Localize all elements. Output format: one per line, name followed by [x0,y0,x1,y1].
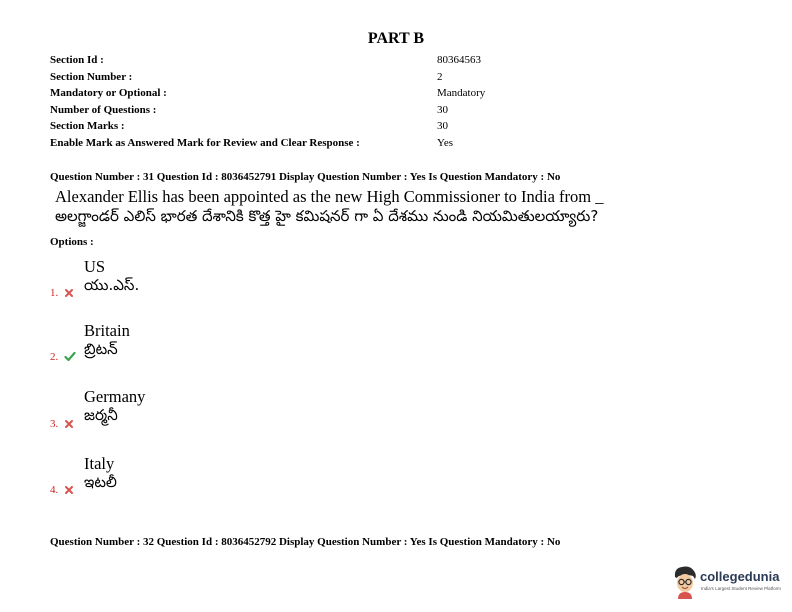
option-text-telugu: ఇటలీ [84,473,117,491]
option-number: 1. [50,287,59,299]
section-row-value: 30 [437,120,448,133]
section-row-label: Section Id : [50,54,104,66]
option-text-english: Britain [84,321,130,340]
option-number: 4. [50,484,59,496]
section-row-value: 2 [437,70,443,83]
section-row-value: Mandatory [437,87,486,100]
cross-icon [64,485,74,495]
checkmark-icon [64,351,76,362]
section-row-label: Mandatory or Optional : [50,87,167,100]
section-row-label: Enable Mark as Answered Mark for Review and Clear Response : [50,136,360,149]
option-1[interactable] [50,257,450,307]
question-text-telugu: అలగ్జాండర్ ఎలిస్ భారత దేశానికి కొత్త హై కమిషనర్ గా ఏ దేశము నుండి నియమితులయ్యారు? [55,207,599,225]
cross-icon [64,419,74,429]
section-row-label: Section Number : [50,70,133,83]
collegedunia-logo [672,565,792,605]
option-number: 2. [50,351,59,363]
section-row-value: Yes [437,136,454,149]
option-text-english: US [84,257,106,276]
question-text-english: Alexander Ellis has been appointed as the new High Commissioner to India from _ [55,187,604,206]
option-text-telugu: బ్రిటన్ [84,340,118,358]
option-text-telugu: యు.ఎస్. [84,276,140,294]
option-text-english: Germany [84,387,146,406]
student-face-icon [672,565,698,599]
cross-icon [64,288,74,298]
option-text-english: Italy [84,454,115,473]
option-4[interactable] [50,454,450,504]
option-3[interactable] [50,387,450,437]
option-2[interactable] [50,321,450,371]
section-row-label: Number of Questions : [50,103,157,116]
part-title: PART B [367,30,425,47]
question-header: Question Number : 31 Question Id : 8036452791 Display Question Number : Yes Is Question Mandatory : No [50,171,561,183]
option-number: 3. [50,418,59,430]
logo-name: collegedunia [700,569,780,584]
section-row-value: 80364563 [437,54,481,66]
section-row-label: Section Marks : [50,120,125,133]
logo-tagline: India's Largest Student Review Platform [701,586,781,591]
options-label: Options : [50,236,94,248]
option-text-telugu: జర్మనీ [84,406,118,424]
section-row-value: 30 [437,103,448,116]
next-question-header: Question Number : 32 Question Id : 8036452792 Display Question Number : Yes Is Question Mandatory : No [50,536,561,548]
